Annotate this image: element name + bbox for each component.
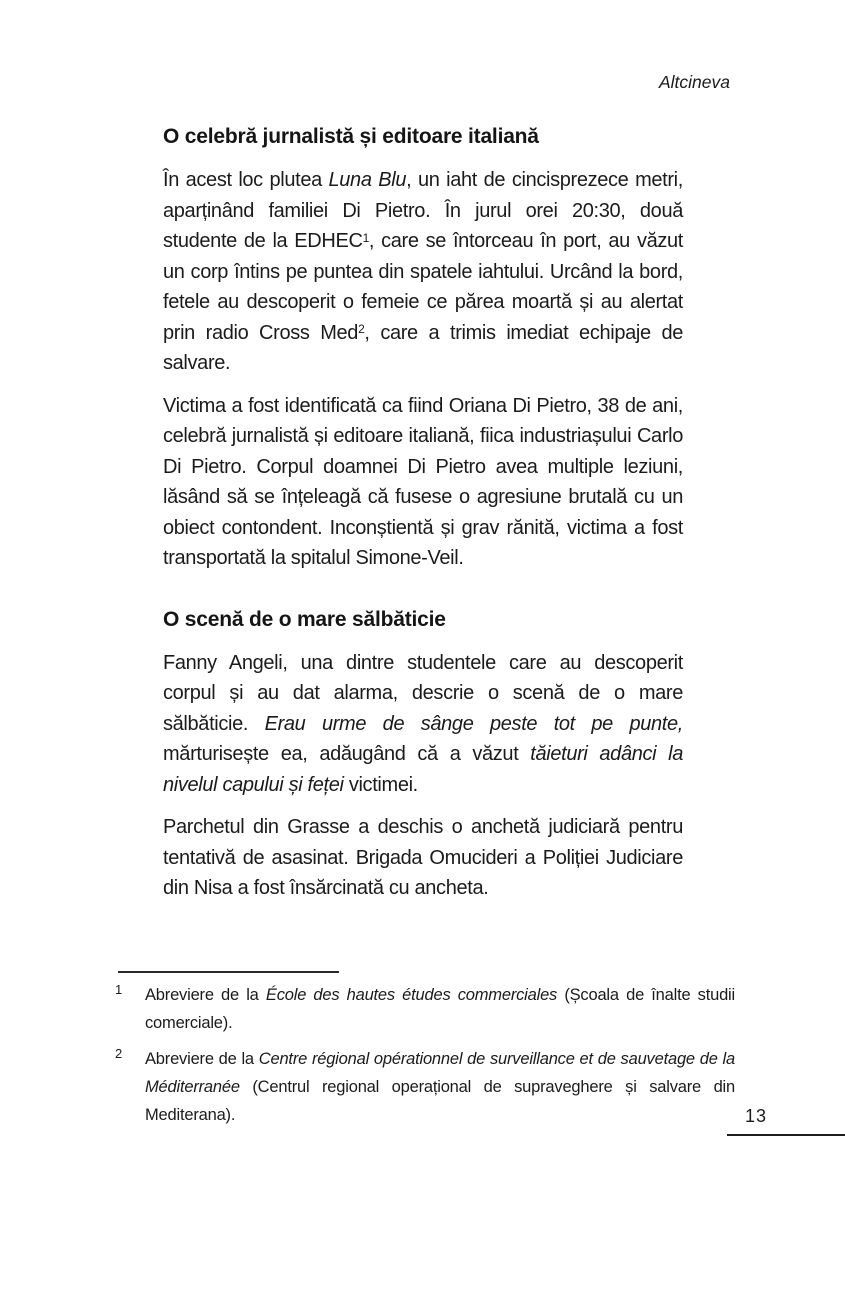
footnote-marker: 2 (115, 1046, 123, 1061)
text-run: , care se întorceau în port, au văzut un corp întins pe puntea din spatele iahtului. Urcând la bord, fetele au descoperit o femeie ce părea moartă și au alertat prin radio Cross Med (163, 230, 683, 344)
text-run: Victima a fost identificată ca fiind Oriana Di Pietro, 38 de ani, celebră jurnalistă și editoare italiană, fiica industriașului Carlo Di Pietro. Corpul doamnei Di Pietro avea multiple leziuni, lăsând să se înțeleagă că fusese o agresiune brutală cu un obiect contondent. Inconștientă și grav rănită, victima a fost transportată la spitalul Simone-Veil. (163, 394, 683, 569)
paragraph (163, 391, 683, 574)
italic-text: École des hautes études commerciales (265, 986, 558, 1004)
footnote-reference: 1 (362, 230, 369, 245)
text-run: , care a trimis imediat echipaje de salvare. (163, 321, 683, 374)
text-run: victimei. (343, 773, 418, 796)
footnote-text (145, 1045, 735, 1129)
page-content (163, 120, 683, 904)
italic-text: Erau urme de sânge peste tot pe punte, (264, 712, 683, 735)
running-header: Altcineva (658, 72, 730, 92)
page-number: 13 (745, 1106, 768, 1126)
text-run: Fanny Angeli, una dintre studentele care au descoperit corpul și au dat alarma, descrie o scenă de o mare sălbăticie. (163, 651, 683, 735)
section-paragraphs (163, 648, 683, 904)
italic-text: Luna Blu (328, 169, 407, 191)
section-paragraphs (163, 165, 683, 574)
section-savagery (163, 608, 683, 904)
paragraph (163, 648, 683, 801)
text-run: În acest loc plutea (163, 169, 329, 191)
italic-text: tăieturi adânci la nivelul capului și feței (163, 743, 683, 796)
footnotes-area (115, 971, 735, 1129)
text-run: (Școala de înalte studii comerciale). (145, 986, 735, 1032)
paragraph (163, 165, 683, 379)
section-heading: O scenă de o mare sălbăticie (163, 607, 446, 631)
footnote-separator-rule (118, 971, 339, 973)
footnote-reference: 2 (358, 322, 365, 337)
text-run: , un iaht de cincisprezece metri, aparținând familiei Di Pietro. În jurul orei 20:30, două studente de la EDHEC (163, 169, 683, 252)
paragraph (163, 812, 683, 904)
italic-text: Centre régional opérationnel de surveillance et de sauvetage de la Méditerranée (145, 1050, 735, 1096)
text-run: (Centrul regional operațional de supraveghere și salvare din Mediterana). (145, 1078, 735, 1124)
section-heading: O celebră jurnalistă și editoare italiană (163, 125, 539, 148)
text-run: mărturisește ea, adăugând că a văzut (163, 743, 531, 765)
footnote-marker: 1 (115, 982, 123, 997)
footnote-text (145, 981, 735, 1037)
footnote-2 (115, 1045, 735, 1129)
footnote-1 (115, 981, 735, 1037)
text-run: Parchetul din Grasse a deschis o anchetă judiciară pentru tentativă de asasinat. Brigada Omucideri a Poliției Judiciare din Nisa a fost însărcinată cu ancheta. (163, 816, 683, 899)
page-number-block (727, 1106, 845, 1136)
text-run: Abreviere de la (145, 1050, 259, 1068)
text-run: Abreviere de la (145, 986, 266, 1004)
section-journalist (163, 125, 683, 574)
